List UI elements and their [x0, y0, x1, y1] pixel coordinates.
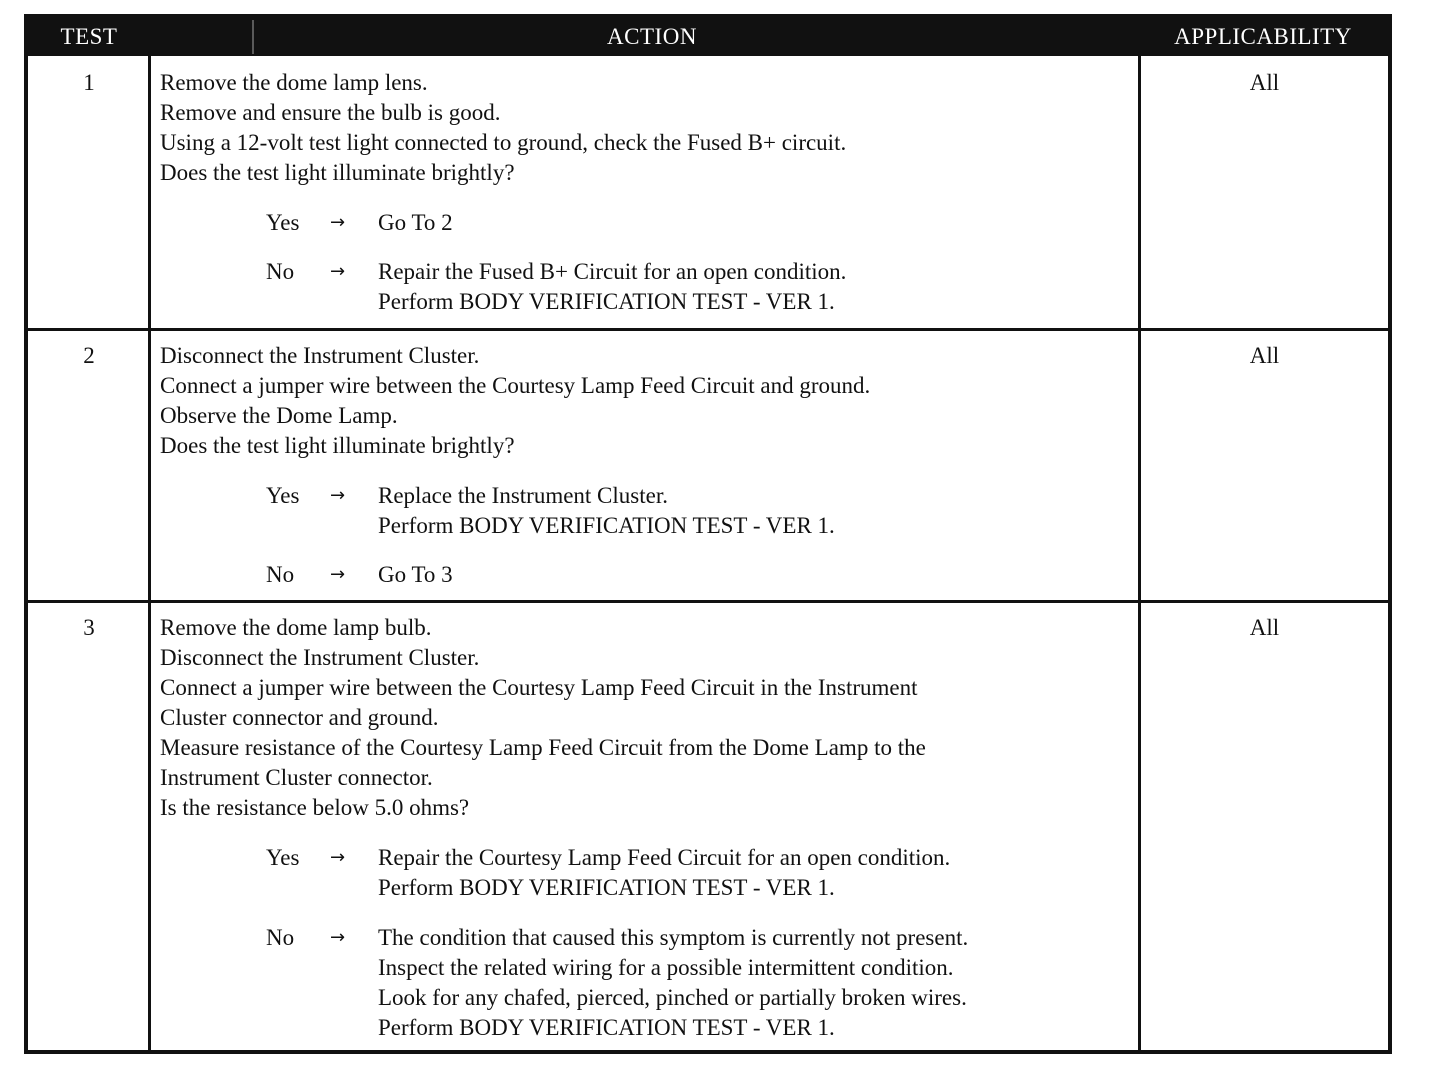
result-action — [378, 560, 453, 590]
header-test: TEST — [60, 24, 118, 49]
result-action — [378, 923, 968, 1043]
action-step: Connect a jumper wire between the Courtesy Lamp Feed Circuit in the Instrument — [160, 675, 918, 700]
result-action-line: Inspect the related wiring for a possible intermittent condition. — [378, 955, 954, 980]
action-steps — [160, 613, 1135, 823]
column-divider — [148, 331, 151, 600]
result-action-line: Go To 2 — [378, 210, 453, 235]
answer-label: Yes — [266, 483, 300, 508]
result-action-line: Perform BODY VERIFICATION TEST - VER 1. — [378, 875, 835, 900]
answer-label: No — [266, 925, 295, 950]
header-action: ACTION — [607, 24, 697, 49]
result-action-line: Go To 3 — [378, 562, 453, 587]
applicability-value: All — [1249, 615, 1280, 640]
result-action-line: Replace the Instrument Cluster. — [378, 483, 668, 508]
column-divider — [148, 603, 151, 1050]
test-row-3 — [28, 600, 1388, 1050]
result-action — [378, 208, 453, 238]
table-header — [28, 18, 1388, 56]
action-step: Cluster connector and ground. — [160, 705, 439, 730]
answer-label: Yes — [266, 845, 300, 870]
arrow-right-icon: → — [330, 927, 346, 948]
column-divider — [1138, 603, 1141, 1050]
diagnostic-table — [24, 14, 1392, 1054]
test-row-1 — [28, 56, 1388, 328]
action-step: Instrument Cluster connector. — [160, 765, 433, 790]
answer-label: No — [266, 259, 295, 284]
action-step: Disconnect the Instrument Cluster. — [160, 343, 480, 368]
result-action — [378, 843, 950, 903]
result-action-line: The condition that caused this symptom is currently not present. — [378, 925, 969, 950]
column-divider — [1138, 331, 1141, 600]
arrow-right-icon: → — [330, 261, 346, 282]
test-number: 3 — [83, 615, 95, 640]
test-row-2 — [28, 328, 1388, 600]
arrow-right-icon: → — [330, 847, 346, 868]
action-step: Observe the Dome Lamp. — [160, 403, 398, 428]
action-step: Disconnect the Instrument Cluster. — [160, 645, 480, 670]
action-step: Does the test light illuminate brightly? — [160, 433, 515, 458]
test-number: 1 — [83, 70, 95, 95]
action-step: Measure resistance of the Courtesy Lamp Feed Circuit from the Dome Lamp to the — [160, 735, 926, 760]
action-step: Remove the dome lamp bulb. — [160, 615, 432, 640]
result-action-line: Perform BODY VERIFICATION TEST - VER 1. — [378, 289, 835, 314]
result-action-line: Look for any chafed, pierced, pinched or partially broken wires. — [378, 985, 967, 1010]
header-applicability: APPLICABILITY — [1174, 24, 1352, 49]
arrow-right-icon: → — [330, 564, 346, 585]
result-action-line: Repair the Courtesy Lamp Feed Circuit for an open condition. — [378, 845, 951, 870]
result-action — [378, 481, 835, 541]
answer-label: Yes — [266, 210, 300, 235]
answer-label: No — [266, 562, 295, 587]
action-step: Remove the dome lamp lens. — [160, 70, 428, 95]
action-step: Does the test light illuminate brightly? — [160, 160, 515, 185]
test-number: 2 — [83, 343, 95, 368]
applicability-value: All — [1249, 70, 1280, 95]
action-step: Using a 12-volt test light connected to ground, check the Fused B+ circuit. — [160, 130, 847, 155]
result-action-line: Perform BODY VERIFICATION TEST - VER 1. — [378, 1015, 835, 1040]
result-action-line: Repair the Fused B+ Circuit for an open condition. — [378, 259, 847, 284]
result-action-line: Perform BODY VERIFICATION TEST - VER 1. — [378, 513, 835, 538]
result-action — [378, 257, 846, 317]
action-step: Connect a jumper wire between the Courtesy Lamp Feed Circuit and ground. — [160, 373, 871, 398]
action-step: Is the resistance below 5.0 ohms? — [160, 795, 470, 820]
action-steps — [160, 341, 1135, 461]
action-steps — [160, 68, 1135, 188]
arrow-right-icon: → — [330, 485, 346, 506]
arrow-right-icon: → — [330, 212, 346, 233]
applicability-value: All — [1249, 343, 1280, 368]
action-step: Remove and ensure the bulb is good. — [160, 100, 501, 125]
